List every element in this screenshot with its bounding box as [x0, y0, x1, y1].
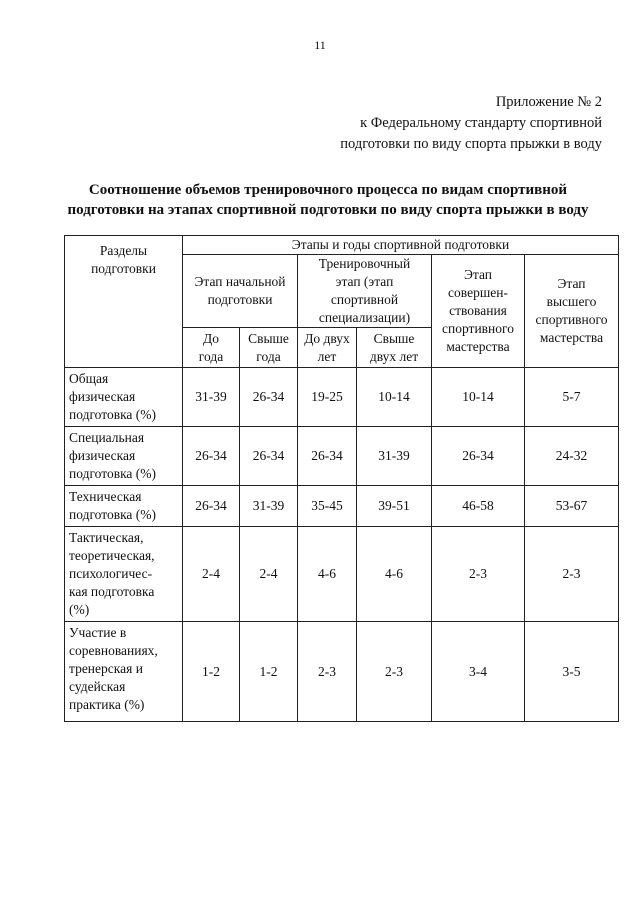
row-label — [65, 368, 183, 427]
row-label-line: Специальная — [69, 430, 145, 445]
table-cell: 3-4 — [432, 622, 525, 722]
table-cell: 10-14 — [432, 368, 525, 427]
stage-training-header — [298, 255, 432, 328]
table-cell: 26-34 — [298, 427, 357, 486]
row-label-line: практика (%) — [69, 697, 145, 712]
row-label-line: подготовка (%) — [69, 407, 157, 422]
table-cell: 35-45 — [298, 486, 357, 527]
title-line-2: подготовки на этапах спортивной подготовки по виду спорта прыжки в воду — [67, 202, 589, 218]
stage-improvement-line: ствования — [449, 303, 507, 318]
stage-initial-line: подготовки — [207, 292, 273, 307]
appendix-block — [340, 92, 602, 155]
stage-improvement-line: совершен- — [448, 285, 508, 300]
sections-header-line: Разделы — [99, 243, 148, 258]
row-label-line: соревнованиях, — [69, 643, 158, 658]
stage-improvement-header — [432, 255, 525, 368]
sections-header-line: подготовки — [91, 261, 156, 276]
table-cell: 1-2 — [183, 622, 240, 722]
sections-header — [65, 236, 183, 368]
table-cell: 31-39 — [183, 368, 240, 427]
stage-training-line: Тренировочный — [318, 256, 411, 271]
row-label-line: судейская — [69, 679, 126, 694]
row-label-line: физическая — [69, 389, 136, 404]
table-cell: 2-3 — [432, 527, 525, 622]
subheader-line: года — [198, 348, 224, 364]
table-cell: 26-34 — [183, 427, 240, 486]
table-cell: 1-2 — [240, 622, 298, 722]
table-cell: 39-51 — [357, 486, 432, 527]
row-label-line: Тактическая, — [69, 530, 144, 545]
row-label-line: Техническая — [69, 489, 142, 504]
table-cell: 26-34 — [183, 486, 240, 527]
subheader-over-year — [240, 328, 298, 368]
training-volume-table — [64, 235, 619, 722]
table-cell: 10-14 — [357, 368, 432, 427]
table-cell: 2-3 — [357, 622, 432, 722]
table-cell: 2-4 — [240, 527, 298, 622]
row-label-line: теоретическая, — [69, 548, 155, 563]
subheader-line: Свыше — [373, 330, 415, 346]
row-label-line: кая подготовка — [69, 584, 155, 599]
table-cell: 26-34 — [432, 427, 525, 486]
stage-improvement-line: спортивного — [442, 321, 514, 336]
stage-highest-line: Этап — [557, 276, 586, 291]
stage-training-line: этап (этап — [335, 274, 394, 289]
stage-highest-header — [525, 255, 619, 368]
subheader-line: Свыше — [248, 330, 289, 346]
stage-improvement-line: мастерства — [446, 339, 510, 354]
table-row — [65, 368, 619, 427]
table-cell: 53-67 — [525, 486, 619, 527]
stage-improvement-line: Этап — [463, 267, 492, 282]
table-cell: 2-4 — [183, 527, 240, 622]
subheader-line: До — [203, 330, 219, 346]
stage-highest-line: мастерства — [539, 330, 604, 345]
table-cell: 4-6 — [298, 527, 357, 622]
subheader-line: лет — [317, 348, 337, 364]
row-label-line: подготовка (%) — [69, 466, 157, 481]
row-label — [65, 527, 183, 622]
appendix-line-2: к Федеральному стандарту спортивной — [360, 115, 602, 131]
stage-training-line: спортивной — [330, 292, 399, 307]
row-label — [65, 486, 183, 527]
document-title — [40, 180, 616, 220]
table-cell: 3-5 — [525, 622, 619, 722]
table-row — [65, 622, 619, 722]
row-label-line: (%) — [69, 602, 90, 617]
table-cell: 26-34 — [240, 368, 298, 427]
row-label-line: физическая — [69, 448, 136, 463]
row-label-line: психологичес- — [69, 566, 153, 581]
table-row — [65, 527, 619, 622]
table-cell: 46-58 — [432, 486, 525, 527]
stage-training-line: специализации) — [318, 310, 411, 325]
row-label — [65, 427, 183, 486]
stage-initial-header — [183, 255, 298, 328]
table-row — [65, 427, 619, 486]
title-line-1: Соотношение объемов тренировочного процесса по видам спортивной — [88, 182, 568, 198]
subheader-line: До двух — [304, 330, 350, 346]
row-label — [65, 622, 183, 722]
stage-highest-line: спортивного — [535, 312, 608, 327]
table-cell: 19-25 — [298, 368, 357, 427]
appendix-line-3: подготовки по виду спорта прыжки в воду — [340, 136, 602, 152]
subheader-line: двух лет — [369, 348, 419, 364]
page-number: 11 — [314, 38, 326, 52]
table-cell: 5-7 — [525, 368, 619, 427]
table-cell: 31-39 — [357, 427, 432, 486]
row-label-line: подготовка (%) — [69, 507, 157, 522]
subheader-up-to-two-years — [298, 328, 357, 368]
subheader-line: года — [256, 348, 281, 364]
row-label-line: Общая — [69, 371, 109, 386]
table-row — [65, 486, 619, 527]
subheader-over-two-years — [357, 328, 432, 368]
stage-highest-line: высшего — [546, 294, 597, 309]
row-label-line: Участие в — [69, 625, 127, 640]
table-cell: 2-3 — [298, 622, 357, 722]
table-cell: 31-39 — [240, 486, 298, 527]
row-label-line: тренерская и — [69, 661, 143, 676]
subheader-up-to-year — [183, 328, 240, 368]
table-cell: 26-34 — [240, 427, 298, 486]
table-cell: 2-3 — [525, 527, 619, 622]
stage-initial-line: Этап начальной — [194, 274, 286, 289]
table-cell: 24-32 — [525, 427, 619, 486]
stages-header: Этапы и годы спортивной подготовки — [183, 236, 619, 255]
table-cell: 4-6 — [357, 527, 432, 622]
appendix-line-1: Приложение № 2 — [495, 94, 602, 110]
